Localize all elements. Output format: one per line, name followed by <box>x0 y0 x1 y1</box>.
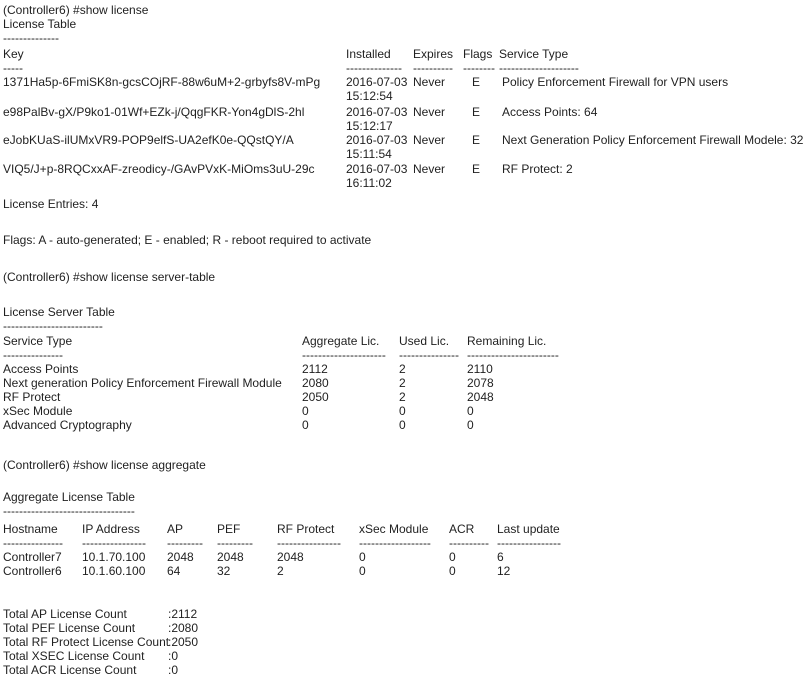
server-table-header <box>3 334 812 348</box>
server-table-row <box>3 362 812 376</box>
license-row <box>3 162 812 190</box>
service-type-cell: Access Points <box>3 362 79 376</box>
col-rf-protect: RF Protect <box>277 522 335 536</box>
aggregate-table-row <box>3 550 812 564</box>
service-type-cell: Next generation Policy Enforcement Firewall Module <box>3 376 282 390</box>
license-key-cell: eJobKUaS-ilUMxVR9-POP9elfS-UA2efK0e-QQstQY/A <box>3 133 294 147</box>
license-row <box>3 133 812 161</box>
ip-address-cell: 10.1.60.100 <box>82 564 146 578</box>
total-label: Total PEF License Count <box>3 621 136 635</box>
col-key: Key <box>3 47 24 61</box>
remaining-lic-cell: 2110 <box>467 362 493 376</box>
col-service-type: Service Type <box>499 47 569 61</box>
license-table-header <box>3 47 812 61</box>
cli-command-show-license-aggregate: (Controller6) #show license aggregate <box>3 458 206 472</box>
col-service-type: Service Type <box>3 334 73 348</box>
service-type-cell: Advanced Cryptography <box>3 418 132 432</box>
flags-cell: E <box>472 162 481 176</box>
aggregate-lic-cell: 0 <box>302 418 309 432</box>
license-key-cell: 1371Ha5p-6FmiSK8n-gcsCOjRF-88w6uM+2-grbyfs8V-mPg <box>3 75 321 89</box>
col-xsec-module: xSec Module <box>359 522 429 536</box>
total-line <box>3 621 812 635</box>
expires-cell: Never <box>413 75 446 89</box>
pef-cell: 2048 <box>217 550 244 564</box>
used-lic-cell: 2 <box>399 376 406 390</box>
aggregate-lic-cell: 2112 <box>302 362 328 376</box>
aggregate-table-header-underline: --------------- ---------------- --------- --------- ---------------- ------------------ ---------- ---------------- <box>3 536 561 550</box>
last-update-cell: 12 <box>497 564 511 578</box>
license-row <box>3 75 812 103</box>
total-value: :0 <box>168 663 179 677</box>
expires-cell: Never <box>413 105 446 119</box>
flags-cell: E <box>472 75 481 89</box>
cli-command-show-license: (Controller6) #show license <box>3 3 149 17</box>
total-value: :2080 <box>168 621 199 635</box>
col-aggregate-lic: Aggregate Lic. <box>302 334 380 348</box>
server-table-title: License Server Table <box>3 305 115 319</box>
total-line <box>3 649 812 663</box>
ap-cell: 2048 <box>167 550 194 564</box>
installed-cell: 2016-07-03 15:12:17 <box>346 105 408 133</box>
rf-protect-cell: 2 <box>277 564 284 578</box>
total-line <box>3 607 812 621</box>
total-value: :2050 <box>168 635 199 649</box>
service-type-cell: RF Protect: 2 <box>502 162 573 176</box>
col-pef: PEF <box>217 522 241 536</box>
server-table-title-underline: ------------------------- <box>3 319 103 333</box>
expires-cell: Never <box>413 162 446 176</box>
total-line <box>3 663 812 677</box>
server-table-header-underline: --------------- --------------------- --------------- ----------------------- <box>3 348 559 362</box>
remaining-lic-cell: 0 <box>467 418 474 432</box>
installed-cell: 2016-07-03 16:11:02 <box>346 162 408 190</box>
cli-command-show-license-server-table: (Controller6) #show license server-table <box>3 270 216 284</box>
col-ip-address: IP Address <box>82 522 140 536</box>
aggregate-table-title: Aggregate License Table <box>3 490 135 504</box>
total-value: :2112 <box>168 607 198 621</box>
expires-cell: Never <box>413 133 446 147</box>
service-type-cell: Policy Enforcement Firewall for VPN users <box>502 75 729 89</box>
remaining-lic-cell: 2048 <box>467 390 494 404</box>
installed-cell: 2016-07-03 15:11:54 <box>346 133 408 161</box>
aggregate-lic-cell: 2080 <box>302 376 329 390</box>
col-used-lic: Used Lic. <box>399 334 450 348</box>
license-table-title-underline: -------------- <box>3 31 59 45</box>
license-row <box>3 105 812 133</box>
col-hostname: Hostname <box>3 522 58 536</box>
service-type-cell: RF Protect <box>3 390 61 404</box>
license-key-cell: e98PalBv-gX/P9ko1-01Wf+EZk-j/QqgFKR-Yon4gDlS-2hl <box>3 105 305 119</box>
hostname-cell: Controller7 <box>3 550 62 564</box>
pef-cell: 32 <box>217 564 231 578</box>
total-label: Total RF Protect License Count <box>3 635 170 649</box>
used-lic-cell: 0 <box>399 418 406 432</box>
last-update-cell: 6 <box>497 550 504 564</box>
installed-cell: 2016-07-03 15:12:54 <box>346 75 408 103</box>
total-label: Total ACR License Count <box>3 663 137 677</box>
server-table-row <box>3 390 812 404</box>
flags-cell: E <box>472 105 481 119</box>
col-last-update: Last update <box>497 522 560 536</box>
total-value: :0 <box>168 649 179 663</box>
license-entries-line: License Entries: 4 <box>3 197 99 211</box>
flags-legend-line: Flags: A - auto-generated; E - enabled; R - reboot required to activate <box>3 233 372 247</box>
acr-cell: 0 <box>449 550 456 564</box>
col-expires: Expires <box>413 47 454 61</box>
license-key-cell: VIQ5/J+p-8RQCxxAF-zreodicy-/GAvPVxK-MiOms3uU-29c <box>3 162 315 176</box>
xsec-module-cell: 0 <box>359 550 366 564</box>
server-table-row <box>3 376 812 390</box>
total-label: Total AP License Count <box>3 607 127 621</box>
server-table-row <box>3 404 812 418</box>
col-installed: Installed <box>346 47 391 61</box>
ip-address-cell: 10.1.70.100 <box>82 550 146 564</box>
xsec-module-cell: 0 <box>359 564 366 578</box>
flags-cell: E <box>472 133 481 147</box>
license-table-title: License Table <box>3 17 77 31</box>
aggregate-table-header <box>3 522 812 536</box>
aggregate-lic-cell: 0 <box>302 404 309 418</box>
col-ap: AP <box>167 522 184 536</box>
total-line <box>3 635 812 649</box>
col-flags: Flags <box>463 47 493 61</box>
hostname-cell: Controller6 <box>3 564 62 578</box>
license-table-header-underline: ----- -------------- ---------- -------- -------------------- <box>3 61 579 75</box>
aggregate-table-row <box>3 564 812 578</box>
used-lic-cell: 2 <box>399 362 406 376</box>
total-label: Total XSEC License Count <box>3 649 145 663</box>
service-type-cell: Next Generation Policy Enforcement Firewall Modele: 32 <box>502 133 804 147</box>
col-remaining-lic: Remaining Lic. <box>467 334 547 348</box>
service-type-cell: xSec Module <box>3 404 73 418</box>
aggregate-table-title-underline: --------------------------------- <box>3 504 135 518</box>
col-acr: ACR <box>449 522 475 536</box>
acr-cell: 0 <box>449 564 456 578</box>
aggregate-lic-cell: 2050 <box>302 390 329 404</box>
rf-protect-cell: 2048 <box>277 550 304 564</box>
ap-cell: 64 <box>167 564 181 578</box>
used-lic-cell: 0 <box>399 404 406 418</box>
service-type-cell: Access Points: 64 <box>502 105 598 119</box>
used-lic-cell: 2 <box>399 390 406 404</box>
remaining-lic-cell: 0 <box>467 404 474 418</box>
remaining-lic-cell: 2078 <box>467 376 494 390</box>
server-table-row <box>3 418 812 432</box>
